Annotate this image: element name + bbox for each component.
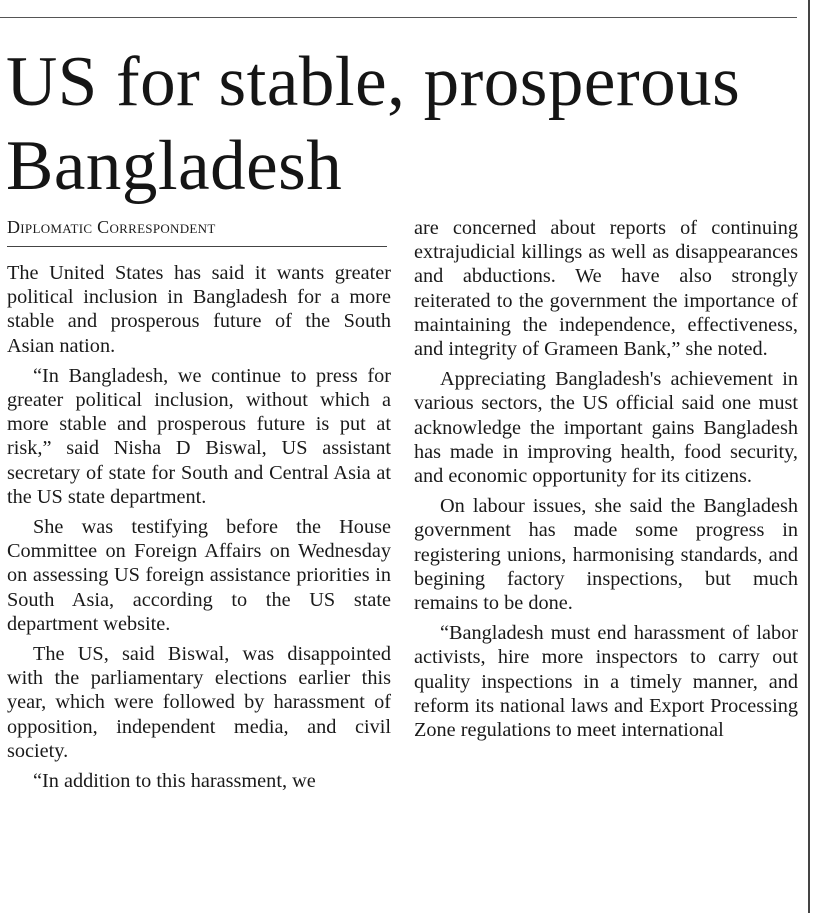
paragraph: Appreciating Bangladesh's achievement in various sectors, the US official said one must acknowledge the important gains Bangladesh has made in improving health, food security, and economic opportunity for its citizens. (414, 368, 798, 488)
paragraph: The United States has said it wants greater political inclusion in Bangladesh for a more stable and prosperous future of the South Asian nation. (7, 262, 391, 357)
paragraph: She was testifying before the House Committee on Foreign Affairs on Wednesday on assessing US foreign assistance priorities in South Asia, according to the US state department website. (7, 516, 391, 635)
paragraph: The US, said Biswal, was disappointed with the parliamentary elections earlier this year, which were followed by harassment of opposition, independent media, and civil society. (7, 643, 391, 762)
paragraph: are concerned about reports of continuing extrajudicial killings as well as disappearances and abductions. We have also strongly reiterated to the government the importance of maintaining the independence, effectiveness, and integrity of Grameen Bank,” she noted. (414, 217, 798, 361)
column-divider-rule (808, 0, 810, 913)
paragraph: “Bangladesh must end harassment of labor activists, hire more inspectors to carry out quality inspections in a timely manner, and reform its national laws and Export Processing Zone regulations to meet international (414, 622, 798, 742)
byline: Diplomatic Correspondent (7, 217, 216, 237)
top-divider-rule (0, 17, 797, 18)
article-column-right (414, 216, 798, 742)
byline-rule (7, 246, 387, 247)
article-column-left (7, 261, 391, 793)
paragraph: “In Bangladesh, we continue to press for greater political inclusion, without which a more stable and prosperous future is put at risk,” said Nisha D Biswal, US assistant secretary of state for South and Central Asia at the US state department. (7, 364, 391, 508)
paragraph: “In addition to this harassment, we (33, 770, 316, 793)
paragraph: On labour issues, she said the Bangladesh government has made some progress in registering unions, harmonising standards, and begining factory inspections, but much remains to be done. (414, 495, 798, 615)
article-headline: US for stable, prosperous Bangladesh (6, 43, 741, 205)
cropped-previous-text-fragment (240, 0, 660, 2)
